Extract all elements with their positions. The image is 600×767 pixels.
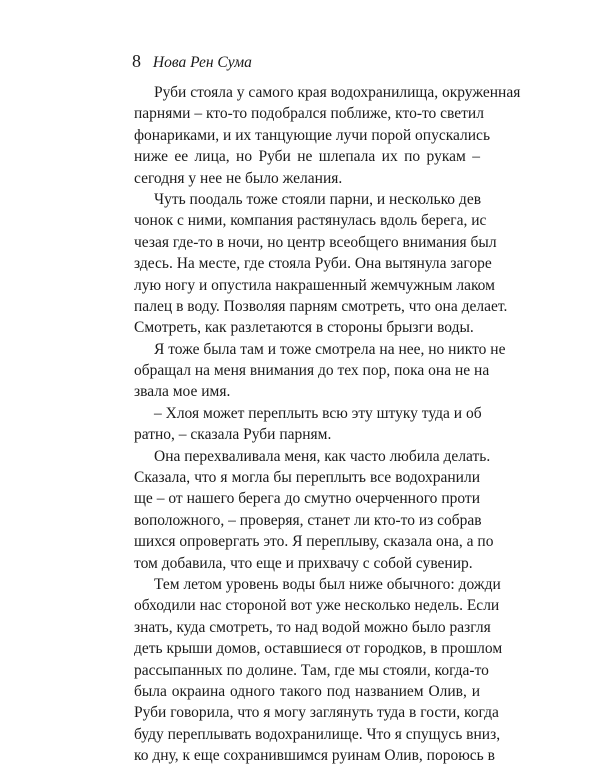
text-line: чезая где-то в ночи, но центр всеобщего внимания был [134,233,497,251]
text-line: ко дну, к еще сохранившимся руинам Олив, пороюсь в [134,747,495,765]
running-title: Нова Рен Сума [152,54,252,71]
text-line: была окраина одного такого под названием Олив, и [134,682,480,700]
text-line: палец в воду. Позволяя парням смотреть, что она делает. [134,297,508,315]
text-line: Я тоже была там и тоже смотрела на нее, но никто не [154,340,506,358]
text-line: сегодня у нее не было желания. [134,169,343,187]
text-line: здесь. На месте, где стояла Руби. Она вытянула загоре [134,255,492,273]
text-line: том добавила, что еще и прихвачу с собой сувенир. [134,554,473,572]
text-line: ще – от нашего берега до смутно очерченного проти [134,490,480,508]
text-line: ратно, – сказала Руби парням. [134,426,332,444]
text-line: звала мое имя. [134,383,231,401]
text-line: шихся опровергать это. Я переплыву, сказала она, а по [134,533,494,551]
body-text [134,82,521,767]
text-line: Чуть поодаль тоже стояли парни, и несколько дев [154,190,482,208]
text-line: лую ногу и опустила накрашенный жемчужным лаком [134,276,495,294]
text-line: Руби стояла у самого края водохранилища, окруженная [154,84,521,101]
text-line: рассыпанных по долине. Там, где мы стояли, когда-то [134,661,489,679]
text-line: Она перехваливала меня, как часто любила делать. [154,447,491,465]
text-line: обходили нас стороной вот уже несколько недель. Если [134,597,500,615]
text-line: буду переплывать водохранилище. Что я спущусь вниз, [134,725,501,743]
text-line: знать, куда смотреть, то над водой можно было разгля [134,618,491,636]
page-number: 8 [132,51,141,71]
text-line: Руби говорила, что я могу заглянуть туда в гости, когда [134,704,499,722]
text-line: Смотреть, как разлетаются в стороны брызги воды. [134,319,474,337]
text-line: ниже ее лица, но Руби не шлепала их по рукам – [134,148,480,166]
text-line: фонариками, и их танцующие лучи порой опускались [134,126,491,144]
text-line: чонок с ними, компания растянулась вдоль берега, ис [134,212,487,230]
running-header [132,51,252,73]
text-line: обращал на меня внимания до тех пор, пока она не на [134,362,490,380]
text-line: деть крыши домов, оставшиеся от городков, в прошлом [134,640,503,658]
text-line: воположного, – проверяя, станет ли кто-то из собрав [134,511,482,529]
text-line: Тем летом уровень воды был ниже обычного: дожди [154,575,501,593]
text-line: Сказала, что я могла бы переплыть все водохранили [134,469,480,487]
text-line: – Хлоя может переплыть всю эту штуку туда и об [154,404,482,422]
text-line: парнями – кто-то подобрался поближе, кто-то светил [134,105,484,123]
